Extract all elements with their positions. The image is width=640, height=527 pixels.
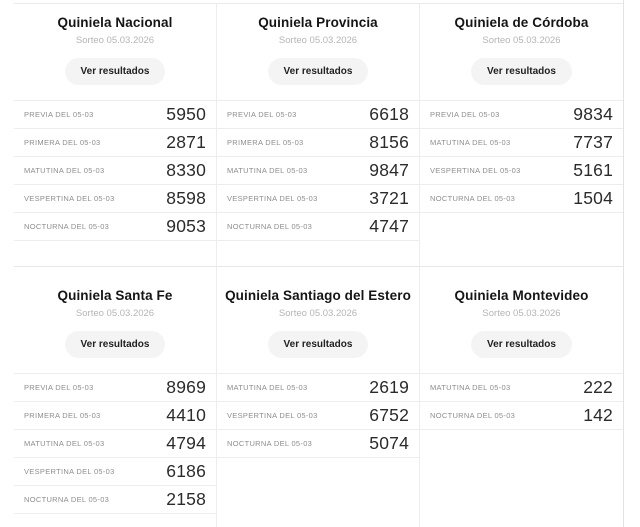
result-row	[420, 374, 623, 402]
draw-label: MATUTINA DEL 05-03	[430, 383, 511, 392]
draw-number: 6618	[369, 104, 409, 124]
card-draw-date: Sorteo 05.03.2026	[75, 35, 155, 46]
draw-number: 3721	[369, 188, 409, 208]
results-table	[217, 373, 419, 458]
draw-label: VESPERTINA DEL 05-03	[227, 411, 318, 420]
ver-resultados-button[interactable]: Ver resultados	[65, 331, 166, 358]
card-draw-date: Sorteo 05.03.2026	[278, 308, 358, 319]
draw-number: 4794	[166, 433, 206, 453]
draw-label: VESPERTINA DEL 05-03	[227, 194, 318, 203]
draw-number: 5074	[369, 433, 409, 453]
draw-label: NOCTURNA DEL 05-03	[227, 439, 313, 448]
result-row	[420, 101, 623, 129]
draw-label: PRIMERA DEL 05-03	[24, 138, 101, 147]
draw-label: PRIMERA DEL 05-03	[227, 138, 304, 147]
draw-label: VESPERTINA DEL 05-03	[24, 194, 115, 203]
card-quiniela-cordoba	[420, 4, 623, 267]
draw-label: MATUTINA DEL 05-03	[227, 383, 308, 392]
result-row	[14, 157, 216, 185]
card-quiniela-santa-fe	[14, 267, 217, 527]
result-row	[217, 157, 419, 185]
result-row	[420, 129, 623, 157]
results-table	[217, 100, 419, 241]
result-row	[217, 185, 419, 213]
result-row	[14, 430, 216, 458]
scrollbar-track[interactable]	[623, 0, 640, 527]
result-row	[14, 486, 216, 514]
draw-label: PRIMERA DEL 05-03	[24, 411, 101, 420]
draw-label: VESPERTINA DEL 05-03	[430, 166, 521, 175]
draw-label: NOCTURNA DEL 05-03	[24, 495, 110, 504]
result-row	[14, 213, 216, 241]
draw-label: MATUTINA DEL 05-03	[430, 138, 511, 147]
draw-label: NOCTURNA DEL 05-03	[24, 222, 110, 231]
card-draw-date: Sorteo 05.03.2026	[482, 35, 561, 46]
draw-label: NOCTURNA DEL 05-03	[430, 411, 516, 420]
draw-number: 222	[583, 377, 613, 397]
draw-number: 8156	[369, 132, 409, 152]
draw-number: 2619	[369, 377, 409, 397]
draw-number: 4747	[369, 216, 409, 236]
card-quiniela-provincia	[217, 4, 420, 267]
draw-label: PREVIA DEL 05-03	[24, 383, 94, 392]
draw-label: PREVIA DEL 05-03	[24, 110, 94, 119]
card-draw-date: Sorteo 05.03.2026	[278, 35, 358, 46]
draw-label: MATUTINA DEL 05-03	[24, 439, 105, 448]
card-title: Quiniela Santa Fe	[57, 288, 173, 303]
results-table	[420, 100, 623, 213]
result-row	[420, 402, 623, 430]
draw-number: 8598	[166, 188, 206, 208]
result-row	[217, 402, 419, 430]
ver-resultados-button[interactable]: Ver resultados	[471, 331, 572, 358]
draw-label: PREVIA DEL 05-03	[430, 110, 500, 119]
card-title: Quiniela Provincia	[258, 15, 378, 30]
draw-label: NOCTURNA DEL 05-03	[430, 194, 516, 203]
result-row	[14, 402, 216, 430]
draw-label: PREVIA DEL 05-03	[227, 110, 297, 119]
result-row	[14, 374, 216, 402]
draw-number: 4410	[166, 405, 206, 425]
result-row	[14, 101, 216, 129]
result-row	[217, 129, 419, 157]
result-row	[14, 129, 216, 157]
result-row	[14, 458, 216, 486]
results-table	[14, 100, 216, 241]
result-row	[14, 185, 216, 213]
draw-label: MATUTINA DEL 05-03	[24, 166, 105, 175]
draw-number: 6752	[369, 405, 409, 425]
card-draw-date: Sorteo 05.03.2026	[75, 308, 155, 319]
draw-label: NOCTURNA DEL 05-03	[227, 222, 313, 231]
result-row	[217, 374, 419, 402]
draw-number: 142	[583, 405, 613, 425]
draw-number: 2871	[166, 132, 206, 152]
ver-resultados-button[interactable]: Ver resultados	[471, 58, 572, 85]
ver-resultados-button[interactable]: Ver resultados	[268, 58, 369, 85]
results-table	[420, 373, 623, 430]
card-title: Quiniela Montevideo	[454, 288, 589, 303]
draw-label: VESPERTINA DEL 05-03	[24, 467, 115, 476]
draw-number: 9053	[166, 216, 206, 236]
results-grid	[14, 3, 623, 527]
draw-number: 5950	[166, 104, 206, 124]
ver-resultados-button[interactable]: Ver resultados	[65, 58, 166, 85]
card-title: Quiniela Santiago del Estero	[225, 288, 411, 303]
result-row	[217, 213, 419, 241]
card-title: Quiniela de Córdoba	[454, 15, 589, 30]
card-quiniela-montevideo	[420, 267, 623, 527]
draw-number: 8969	[166, 377, 206, 397]
ver-resultados-button[interactable]: Ver resultados	[268, 331, 369, 358]
card-quiniela-santiago-del-estero	[217, 267, 420, 527]
draw-number: 8330	[166, 160, 206, 180]
draw-number: 9847	[369, 160, 409, 180]
card-title: Quiniela Nacional	[57, 15, 173, 30]
result-row	[420, 157, 623, 185]
draw-number: 9834	[573, 104, 613, 124]
card-quiniela-nacional	[14, 4, 217, 267]
draw-number: 1504	[573, 188, 613, 208]
draw-number: 2158	[166, 489, 206, 509]
card-draw-date: Sorteo 05.03.2026	[482, 308, 561, 319]
draw-number: 7737	[573, 132, 613, 152]
draw-label: MATUTINA DEL 05-03	[227, 166, 308, 175]
result-row	[217, 430, 419, 458]
results-table	[14, 373, 216, 514]
draw-number: 6186	[166, 461, 206, 481]
result-row	[420, 185, 623, 213]
result-row	[217, 101, 419, 129]
draw-number: 5161	[573, 160, 613, 180]
